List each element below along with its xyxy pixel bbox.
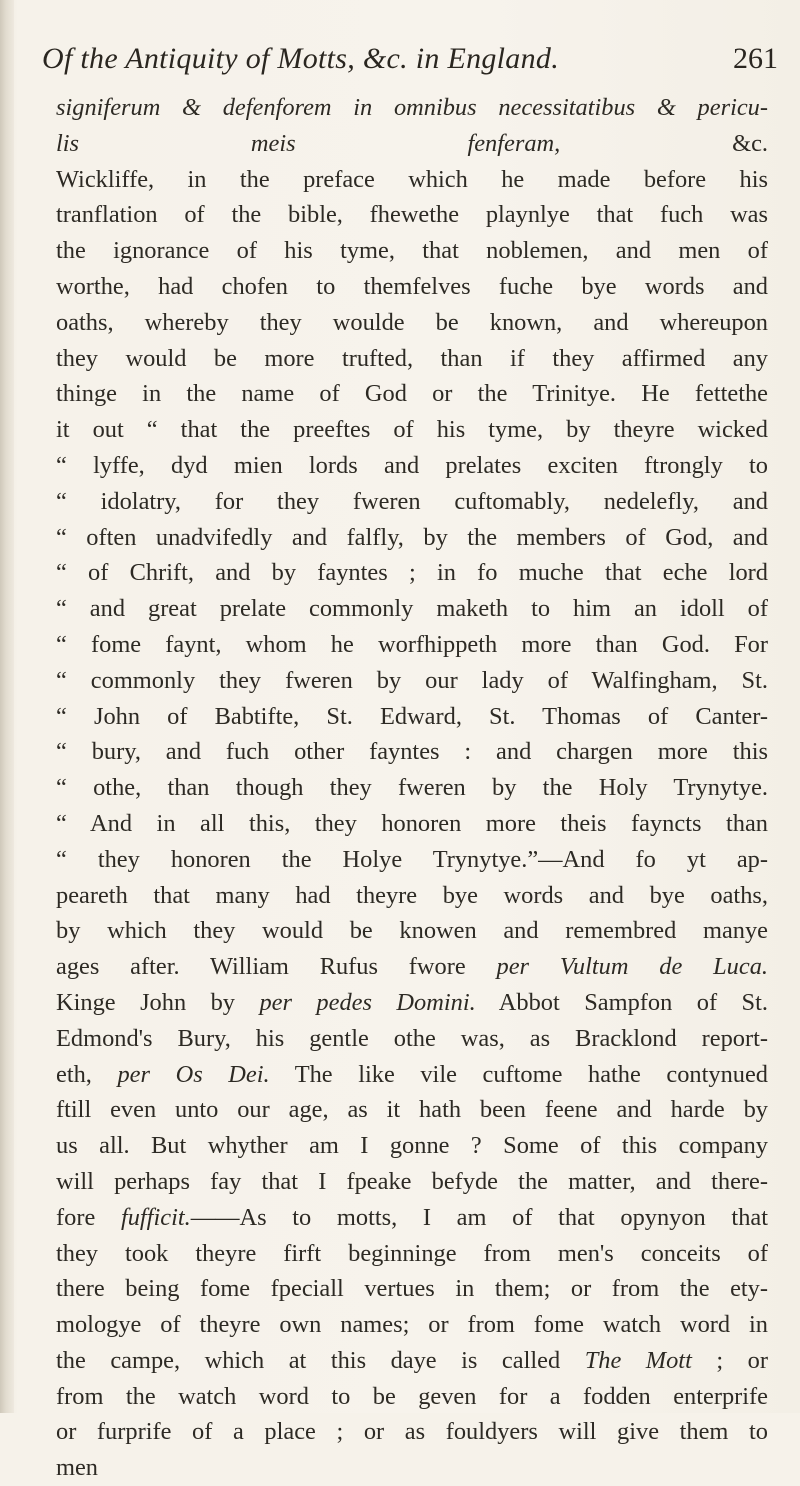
text-line <box>56 162 768 198</box>
italic-phrase: per Vultum de Luca. <box>496 953 768 981</box>
text-run: they would be more trufted, than if they affirmed any <box>56 344 768 372</box>
text-run: &c. <box>560 129 768 157</box>
text-line <box>56 985 768 1021</box>
text-run: will perhaps fay that I fpeake befyde the matter, and there- <box>56 1167 768 1195</box>
text-line <box>56 699 768 735</box>
text-run: peareth that many had theyre bye words and bye oaths, <box>56 881 768 909</box>
text-line <box>56 842 768 878</box>
running-head <box>42 42 778 82</box>
page-gutter-edge <box>0 0 14 1413</box>
text-line <box>56 770 768 806</box>
text-line <box>56 1164 768 1200</box>
text-line <box>56 233 768 269</box>
text-run: The like vile cuftome hathe contynued <box>269 1060 768 1088</box>
text-line <box>56 627 768 663</box>
text-run: from the watch word to be geven for a fodden enterprife <box>56 1382 768 1410</box>
text-line <box>56 806 768 842</box>
text-line <box>56 1307 768 1343</box>
text-run: “ fome faynt, whom he worfhippeth more than God. For <box>56 630 768 658</box>
text-line <box>56 90 768 126</box>
italic-phrase: lis meis fenferam, <box>56 129 561 157</box>
text-run: “ John of Babtifte, St. Edward, St. Thomas of Canter- <box>56 702 768 730</box>
text-line <box>56 1379 768 1415</box>
text-line <box>56 341 768 377</box>
text-line <box>56 1236 768 1272</box>
text-line <box>56 734 768 770</box>
page-number: 261 <box>733 42 778 75</box>
text-line <box>56 412 768 448</box>
running-title: Of the Antiquity of Motts, &c. in England. <box>42 42 560 75</box>
text-run: ftill even unto our age, as it hath been feene and harde by <box>56 1096 768 1124</box>
text-run: “ commonly they fweren by our lady of Walfingham, St. <box>56 666 768 694</box>
text-run: it out “ that the preeftes of his tyme, by theyre wicked <box>56 416 768 444</box>
italic-phrase: signiferum & defenforem in omnibus necessitatibus & pericu- <box>56 94 768 121</box>
text-run: the campe, which at this daye is called <box>56 1346 585 1374</box>
text-run: ——As to motts, I am of that opynyon that <box>190 1203 768 1231</box>
text-run: thinge in the name of God or the Trinitye. He fettethe <box>56 380 768 408</box>
text-run: Abbot Sampfon of St. <box>475 988 768 1016</box>
body-text <box>56 90 768 1486</box>
text-line <box>56 591 768 627</box>
text-run: there being fome fpeciall vertues in them; or from the ety- <box>56 1275 768 1303</box>
text-line <box>56 1057 768 1093</box>
text-run: eth, <box>56 1060 118 1088</box>
italic-phrase: The Mott <box>584 1346 692 1374</box>
text-line <box>56 520 768 556</box>
text-line <box>56 1414 768 1450</box>
text-line <box>56 484 768 520</box>
text-line <box>56 1200 768 1236</box>
text-run: by which they would be knowen and remembred manye <box>56 917 768 945</box>
text-run: they took theyre firft beginninge from men's conceits of <box>56 1239 768 1267</box>
text-run: “ lyffe, dyd mien lords and prelates exciten ftrongly to <box>56 451 768 479</box>
text-run: oaths, whereby they woulde be known, and whereupon <box>56 308 768 336</box>
text-run: us all. But whyther am I gonne ? Some of this company <box>56 1132 768 1160</box>
text-run: the ignorance of his tyme, that noblemen, and men of <box>56 237 768 265</box>
text-line <box>56 305 768 341</box>
text-run: “ of Chrift, and by fayntes ; in fo muche that eche lord <box>56 559 768 587</box>
text-run: “ often unadvifedly and falfly, by the members of God, and <box>56 523 768 551</box>
text-line <box>56 663 768 699</box>
text-run: “ idolatry, for they fweren cuftomably, nedelefly, and <box>56 487 768 515</box>
text-run: ; or <box>691 1346 768 1374</box>
italic-phrase: fufficit. <box>120 1203 191 1231</box>
text-run: Kinge John by <box>56 988 260 1016</box>
text-run: “ And in all this, they honoren more theis fayncts than <box>56 809 768 837</box>
text-line <box>56 197 768 233</box>
text-run: or furprife of a place ; or as fouldyers will give them to <box>56 1418 768 1446</box>
text-run: tranflation of the bible, fhewethe playnlye that fuch was <box>56 201 768 229</box>
text-run: “ othe, than though they fweren by the Holy Trynytye. <box>56 774 768 802</box>
text-line <box>56 555 768 591</box>
text-line <box>56 269 768 305</box>
text-line <box>56 878 768 914</box>
text-run: worthe, had chofen to themfelves fuche bye words and <box>56 272 768 300</box>
italic-phrase: per pedes Domini. <box>259 988 476 1016</box>
text-run: Edmond's Bury, his gentle othe was, as Bracklond report- <box>56 1024 768 1052</box>
text-run: men <box>56 1454 98 1482</box>
text-run: “ and great prelate commonly maketh to him an idoll of <box>56 595 768 623</box>
text-line <box>56 1092 768 1128</box>
text-line <box>56 448 768 484</box>
text-line <box>56 1450 768 1486</box>
text-run: “ they honoren the Holye Trynytye.”—And fo yt ap- <box>56 845 768 873</box>
text-run: mologye of theyre own names; or from fome watch word in <box>56 1311 768 1339</box>
text-line <box>56 126 768 162</box>
text-line <box>56 376 768 412</box>
text-line <box>56 913 768 949</box>
text-line <box>56 1128 768 1164</box>
italic-phrase: per Os Dei. <box>117 1060 270 1088</box>
text-run: Wickliffe, in the preface which he made before his <box>56 165 768 193</box>
text-run: ages after. William Rufus fwore <box>56 953 497 981</box>
text-line <box>56 1343 768 1379</box>
text-line <box>56 1271 768 1307</box>
text-line <box>56 949 768 985</box>
text-run: fore <box>56 1203 121 1231</box>
text-run: “ bury, and fuch other fayntes : and chargen more this <box>56 738 768 766</box>
text-line <box>56 1021 768 1057</box>
